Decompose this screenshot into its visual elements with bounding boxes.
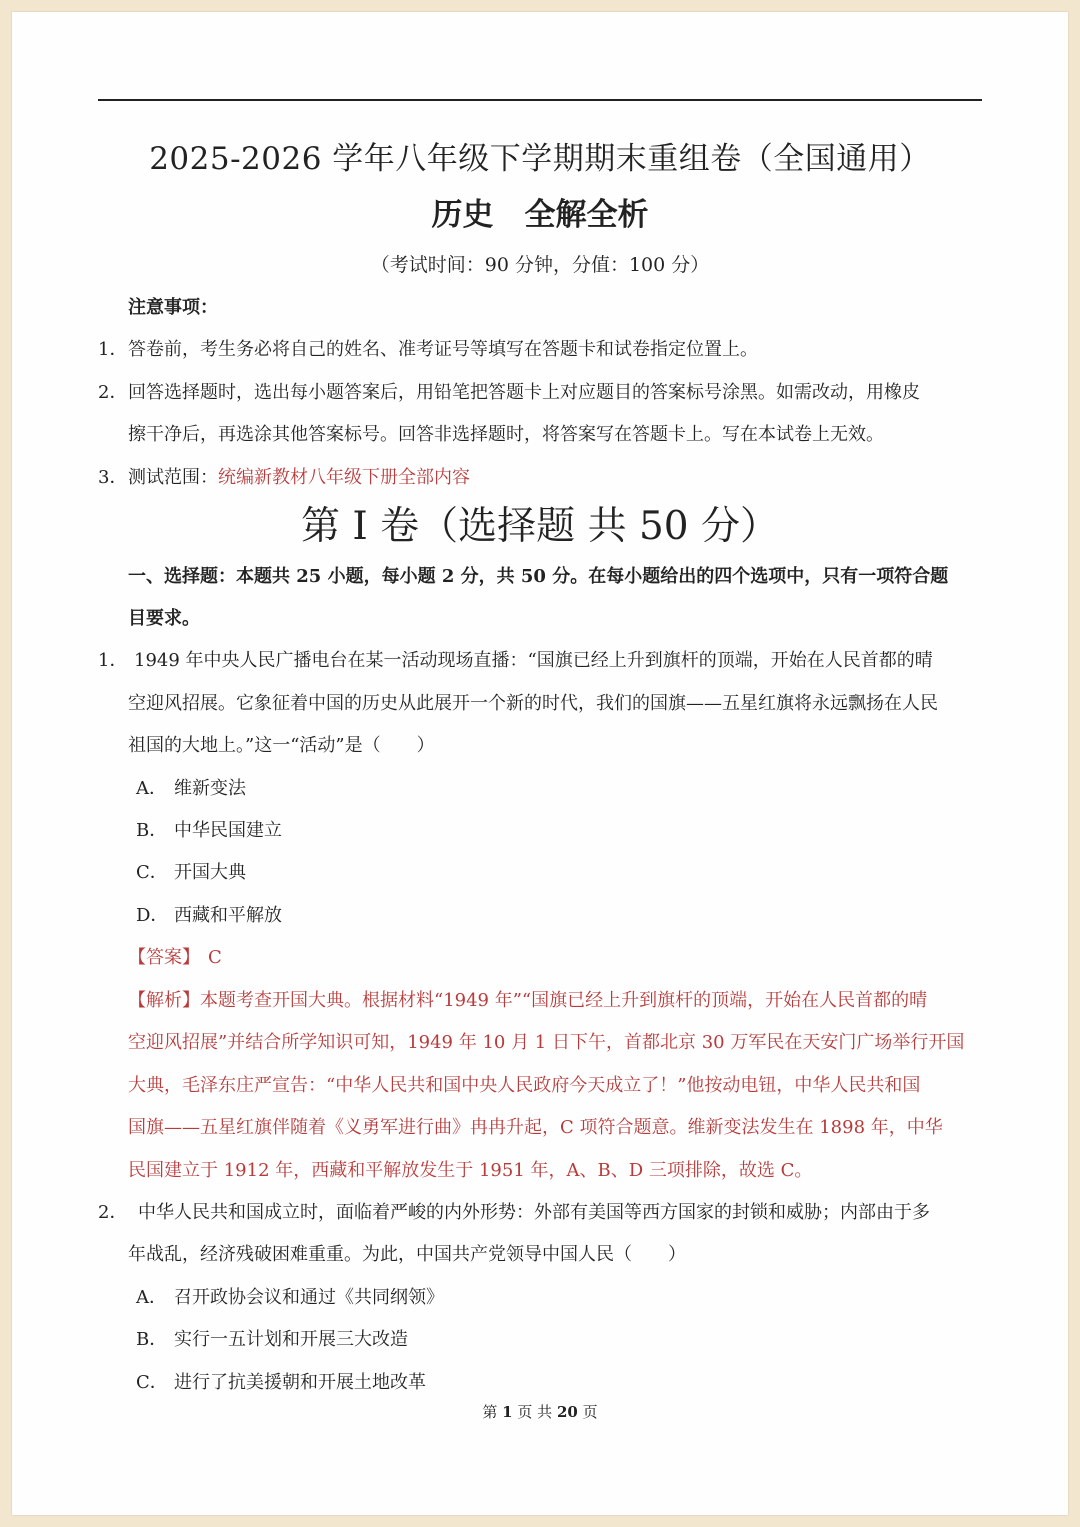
note-item-3 [98, 463, 470, 493]
option-letter: D． [136, 905, 169, 926]
analysis [128, 986, 927, 1016]
footer-text: 第 [482, 1403, 498, 1421]
analysis-line: 空迎风招展”并结合所学知识可知，1949 年 10 月 1 日下午，首都北京 30 万军民在天安门广场举行开国 [128, 1032, 965, 1053]
question-stem: 中华人民共和国成立时，面临着严峻的内外形势：外部有美国等西方国家的封锁和威胁；内部由于多 [138, 1202, 930, 1223]
question-number: 2． [98, 1202, 128, 1223]
option-letter: B． [136, 820, 168, 841]
option-a [136, 1283, 444, 1313]
option-text: 中华民国建立 [174, 820, 282, 841]
notes-heading: 注意事项： [128, 297, 218, 318]
footer-text: 页 [582, 1403, 598, 1421]
option-letter: A． [136, 778, 167, 799]
option-c [136, 1368, 426, 1398]
option-text: 西藏和平解放 [174, 905, 282, 926]
option-a [136, 774, 246, 804]
question-number: 1． [98, 650, 128, 671]
question-stem-line: 年战乱，经济残破困难重重。为此，中国共产党领导中国人民（ ） [128, 1244, 686, 1265]
exam-subtitle: 历史 全解全析 [431, 197, 649, 233]
note-item-2 [98, 378, 920, 408]
question-1 [98, 646, 933, 676]
footer-text: 页 共 [517, 1403, 553, 1421]
exam-title: 2025-2026 学年八年级下学期期末重组卷（全国通用） [149, 141, 931, 177]
option-text: 开国大典 [174, 862, 246, 883]
option-letter: C． [136, 1372, 168, 1393]
option-text: 进行了抗美援朝和开展土地改革 [174, 1372, 426, 1393]
option-text: 实行一五计划和开展三大改造 [174, 1329, 408, 1350]
question-stem: 1949 年中央人民广播电台在某一活动现场直播：“国旗已经上升到旗杆的顶端，开始在人民首都的晴 [134, 650, 933, 671]
note-text-continued: 擦干净后，再选涂其他答案标号。回答非选择题时，将答案写在答题卡上。写在本试卷上无效。 [128, 424, 884, 445]
option-d [136, 901, 282, 931]
analysis-text: 本题考查开国大典。根据材料“1949 年”“国旗已经上升到旗杆的顶端，开始在人民首都的晴 [200, 990, 928, 1011]
exam-duration-info: （考试时间：90 分钟，分值：100 分） [370, 254, 710, 276]
page-footer [0, 1398, 1080, 1426]
header-rule [98, 99, 982, 101]
answer-value: C [208, 947, 222, 968]
section-instructions: 一、选择题：本题共 25 小题，每小题 2 分，共 50 分。在每小题给出的四个选项中，只有一项符合题 [128, 566, 949, 587]
note-text: 答卷前，考生务必将自己的姓名、准考证号等填写在答题卡和试卷指定位置上。 [128, 339, 758, 360]
question-stem-line: 空迎风招展。它象征着中国的历史从此展开一个新的时代，我们的国旗——五星红旗将永远飘扬在人民 [128, 693, 938, 714]
note-text: 回答选择题时，选出每小题答案后，用铅笔把答题卡上对应题目的答案标号涂黑。如需改动，用橡皮 [128, 382, 920, 403]
option-b [136, 816, 282, 846]
option-letter: A． [136, 1287, 167, 1308]
section-instructions-continued: 目要求。 [128, 608, 200, 629]
option-letter: C． [136, 862, 168, 883]
option-b [136, 1325, 408, 1355]
note-scope-value: 统编新教材八年级下册全部内容 [218, 467, 470, 488]
option-c [136, 858, 246, 888]
note-number: 1． [98, 339, 128, 360]
page-number: 1 [502, 1403, 513, 1421]
note-item-1 [98, 335, 758, 365]
page-total: 20 [556, 1403, 578, 1421]
note-number: 3． [98, 467, 128, 488]
question-stem-line: 祖国的大地上。”这一“活动”是（ ） [128, 735, 435, 756]
analysis-line: 国旗——五星红旗伴随着《义勇军进行曲》冉冉升起，C 项符合题意。维新变法发生在 1898 年，中华 [128, 1117, 943, 1138]
analysis-label: 【解析】 [128, 990, 200, 1011]
note-scope-label: 测试范围： [128, 467, 218, 488]
answer-label: 【答案】 [128, 947, 200, 968]
analysis-line: 大典，毛泽东庄严宣告：“中华人民共和国中央人民政府今天成立了！”他按动电钮，中华人民共和国 [128, 1075, 921, 1096]
option-text: 召开政协会议和通过《共同纲领》 [174, 1287, 444, 1308]
answer [128, 943, 222, 973]
note-number: 2． [98, 382, 128, 403]
option-letter: B． [136, 1329, 168, 1350]
section-title: 第 I 卷（选择题 共 50 分） [300, 504, 780, 549]
option-text: 维新变法 [174, 778, 246, 799]
analysis-line: 民国建立于 1912 年，西藏和平解放发生于 1951 年，A、B、D 三项排除，故选 C。 [128, 1160, 813, 1181]
question-2 [98, 1198, 930, 1228]
